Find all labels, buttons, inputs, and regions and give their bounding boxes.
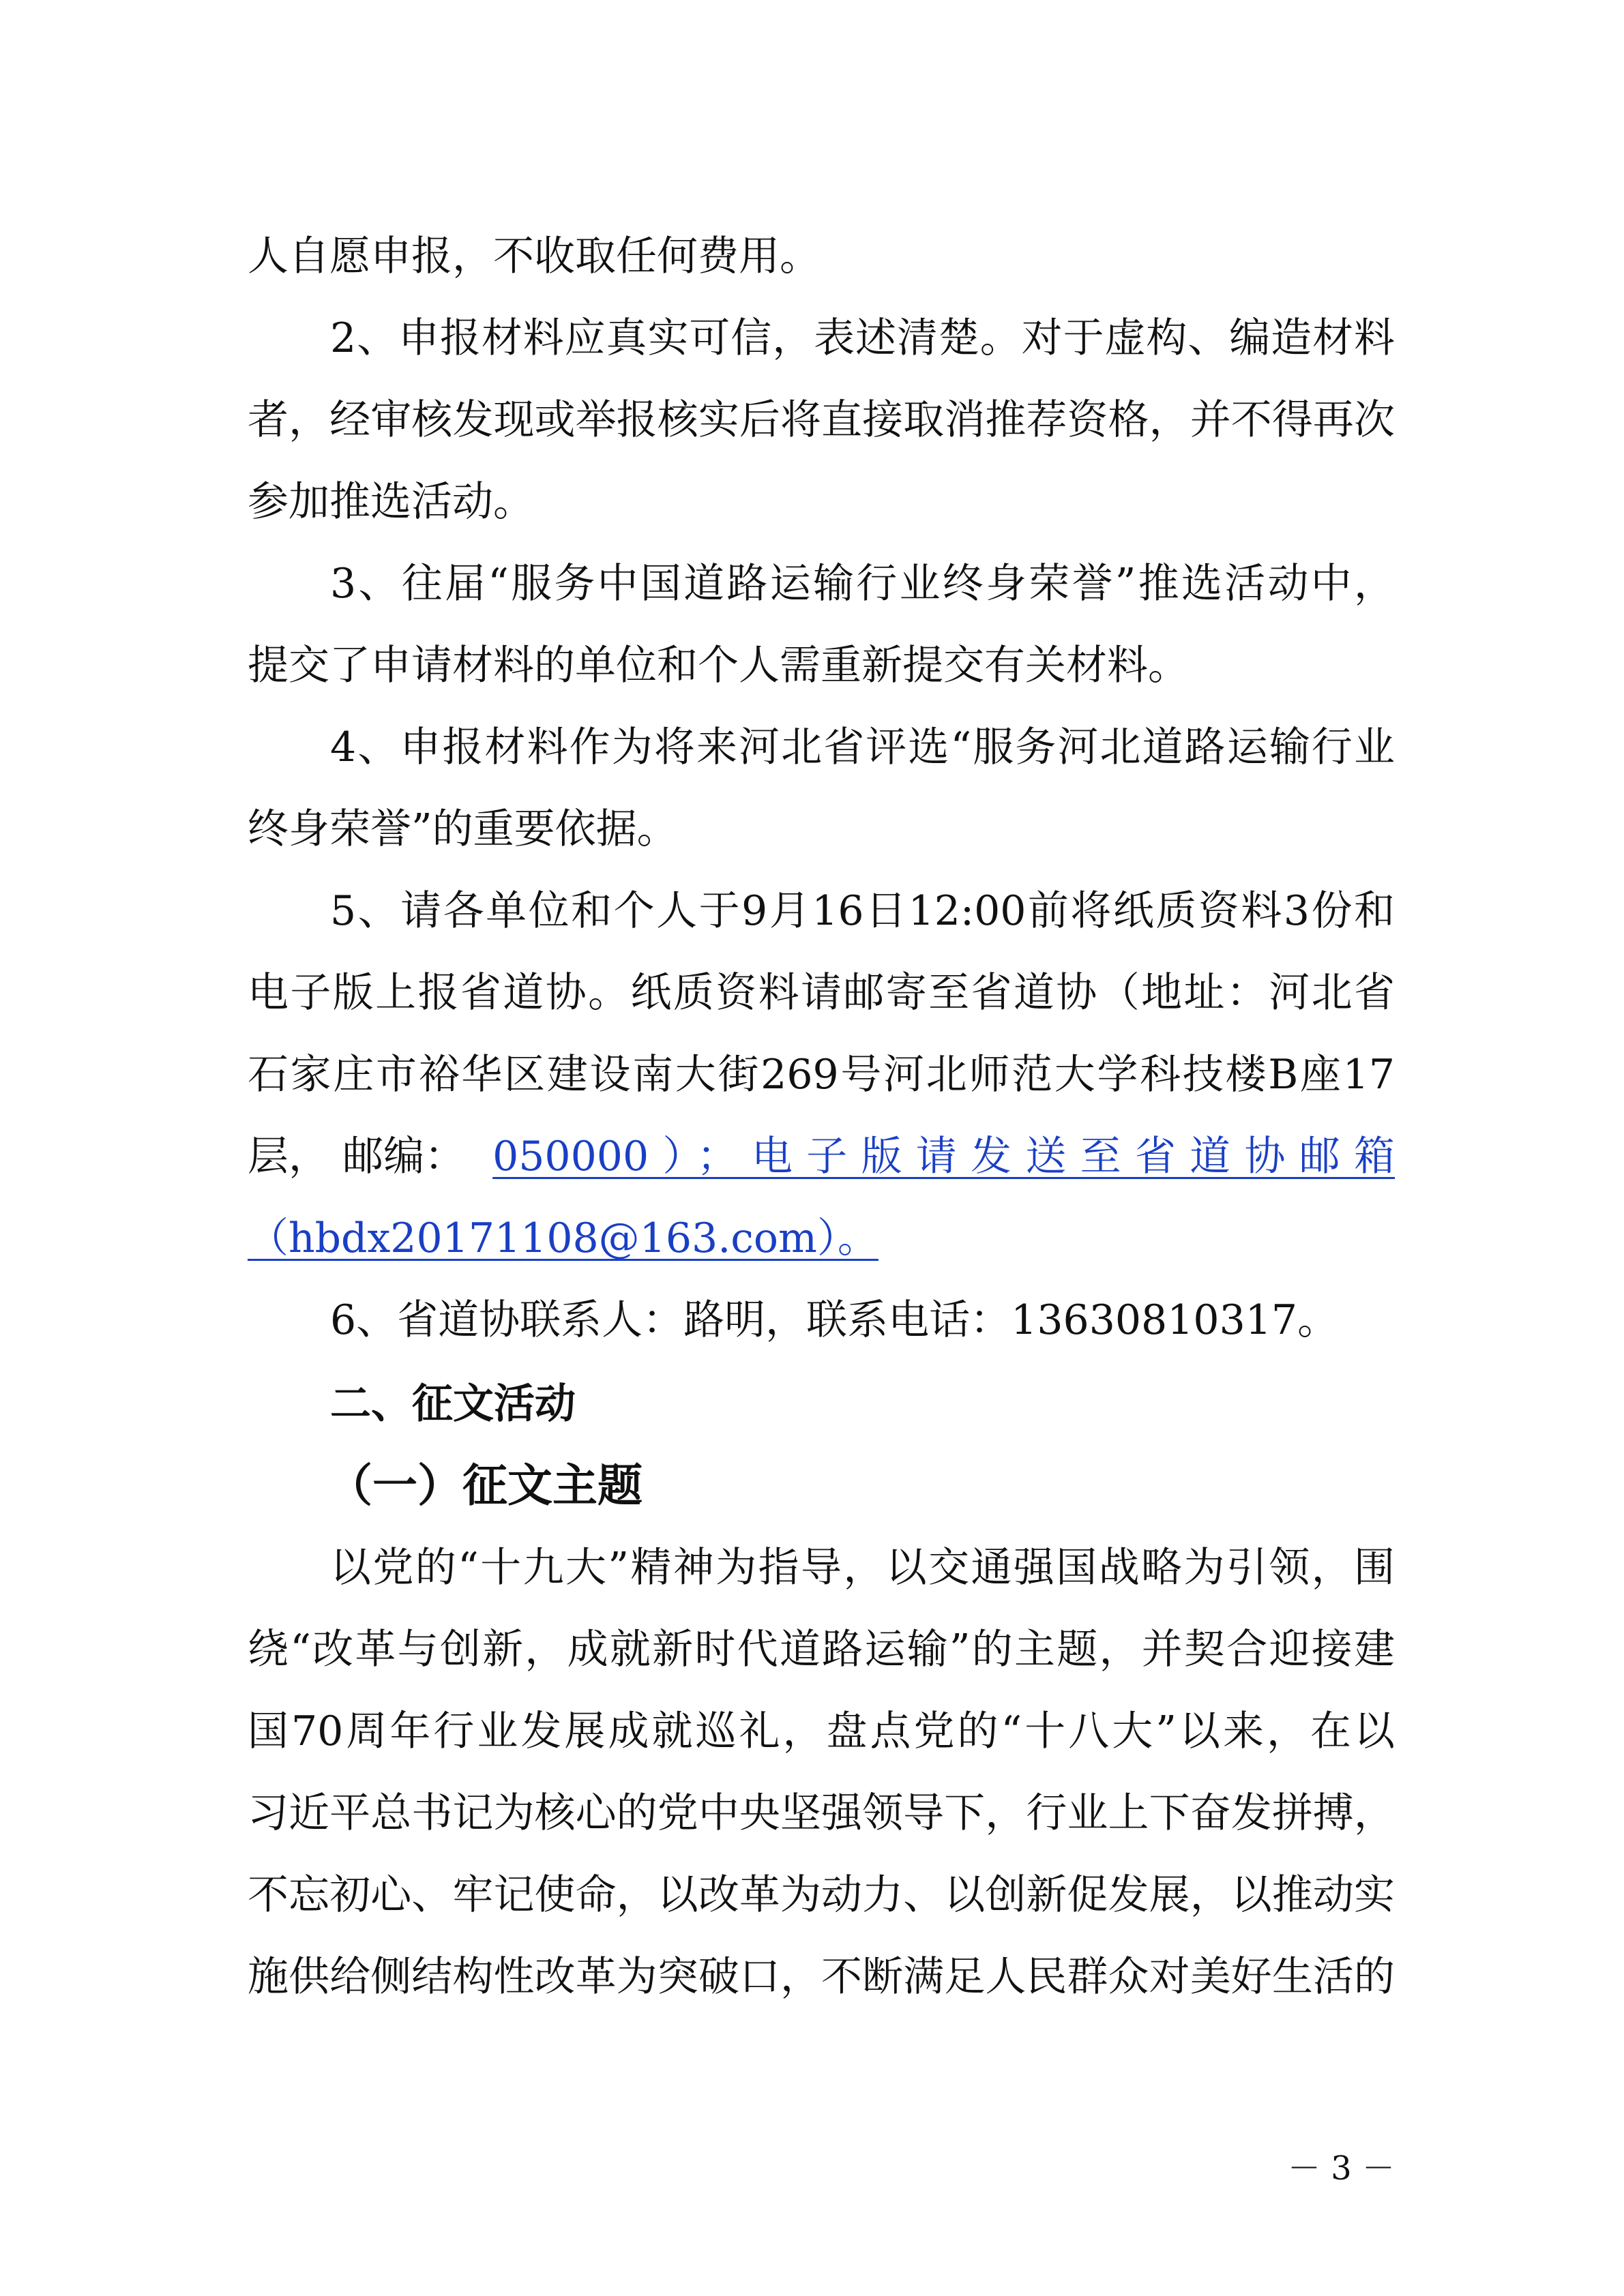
contact-line: 6、省道协联系人：路明，联系电话：13630810317。	[330, 1296, 1339, 1344]
paragraph-line: 终身荣誉”的重要依据。	[248, 805, 678, 853]
paragraph-line: 绕“改革与创新，成就新时代道路运输”的主题，并契合迎接建	[248, 1626, 1395, 1673]
paragraph-line: 5、请各单位和个人于9月16日12:00前将纸质资料3份和	[330, 887, 1395, 935]
section-heading: 二、征文活动	[330, 1380, 576, 1428]
paragraph-line: 人自愿申报，不收取任何费用。	[248, 233, 821, 280]
postcode-label: 层， 邮编：	[248, 1133, 466, 1180]
paragraph-line: 不忘初心、牢记使命，以改革为动力、以创新促发展，以推动实	[248, 1871, 1395, 1919]
paragraph-line: 2、申报材料应真实可信，表述清楚。对于虚构、编造材料	[330, 314, 1395, 362]
paragraph-line: 参加推选活动。	[248, 478, 534, 526]
paragraph-line: 以党的“十九大”精神为指导，以交通强国战略为引领，围	[330, 1544, 1395, 1592]
paragraph-line: 4、申报材料作为将来河北省评选“服务河北道路运输行业	[330, 724, 1395, 771]
email-line	[248, 1209, 1395, 1268]
paragraph-line: 国70周年行业发展成就巡礼，盘点党的“十八大”以来，在以	[248, 1708, 1395, 1755]
email-link[interactable]: （hbdx20171108@163.com）。	[248, 1214, 879, 1262]
paragraph-line: 提交了申请材料的单位和个人需重新提交有关材料。	[248, 642, 1189, 689]
paragraph-line: 3、往届“服务中国道路运输行业终身荣誉”推选活动中，	[330, 560, 1395, 608]
paragraph-line: 石家庄市裕华区建设南大街269号河北师范大学科技楼B座17	[248, 1051, 1395, 1099]
paragraph-line: 施供给侧结构性改革为突破口，不断满足人民群众对美好生活的	[248, 1953, 1395, 2001]
paragraph-line: 习近平总书记为核心的党中央坚强领导下，行业上下奋发拼搏，	[248, 1789, 1395, 1837]
paragraph-line: 者，经审核发现或举报核实后将直接取消推荐资格，并不得再次	[248, 396, 1395, 444]
postcode-email-link[interactable]: 050000）；电子版请发送至省道协邮箱	[492, 1133, 1395, 1180]
subsection-heading: （一）征文主题	[327, 1459, 643, 1512]
paragraph-line: 电子版上报省道协。纸质资料请邮寄至省道协（地址：河北省	[248, 969, 1395, 1017]
page-number: － 3 －	[1287, 2149, 1395, 2188]
postcode-line	[248, 1127, 1395, 1186]
